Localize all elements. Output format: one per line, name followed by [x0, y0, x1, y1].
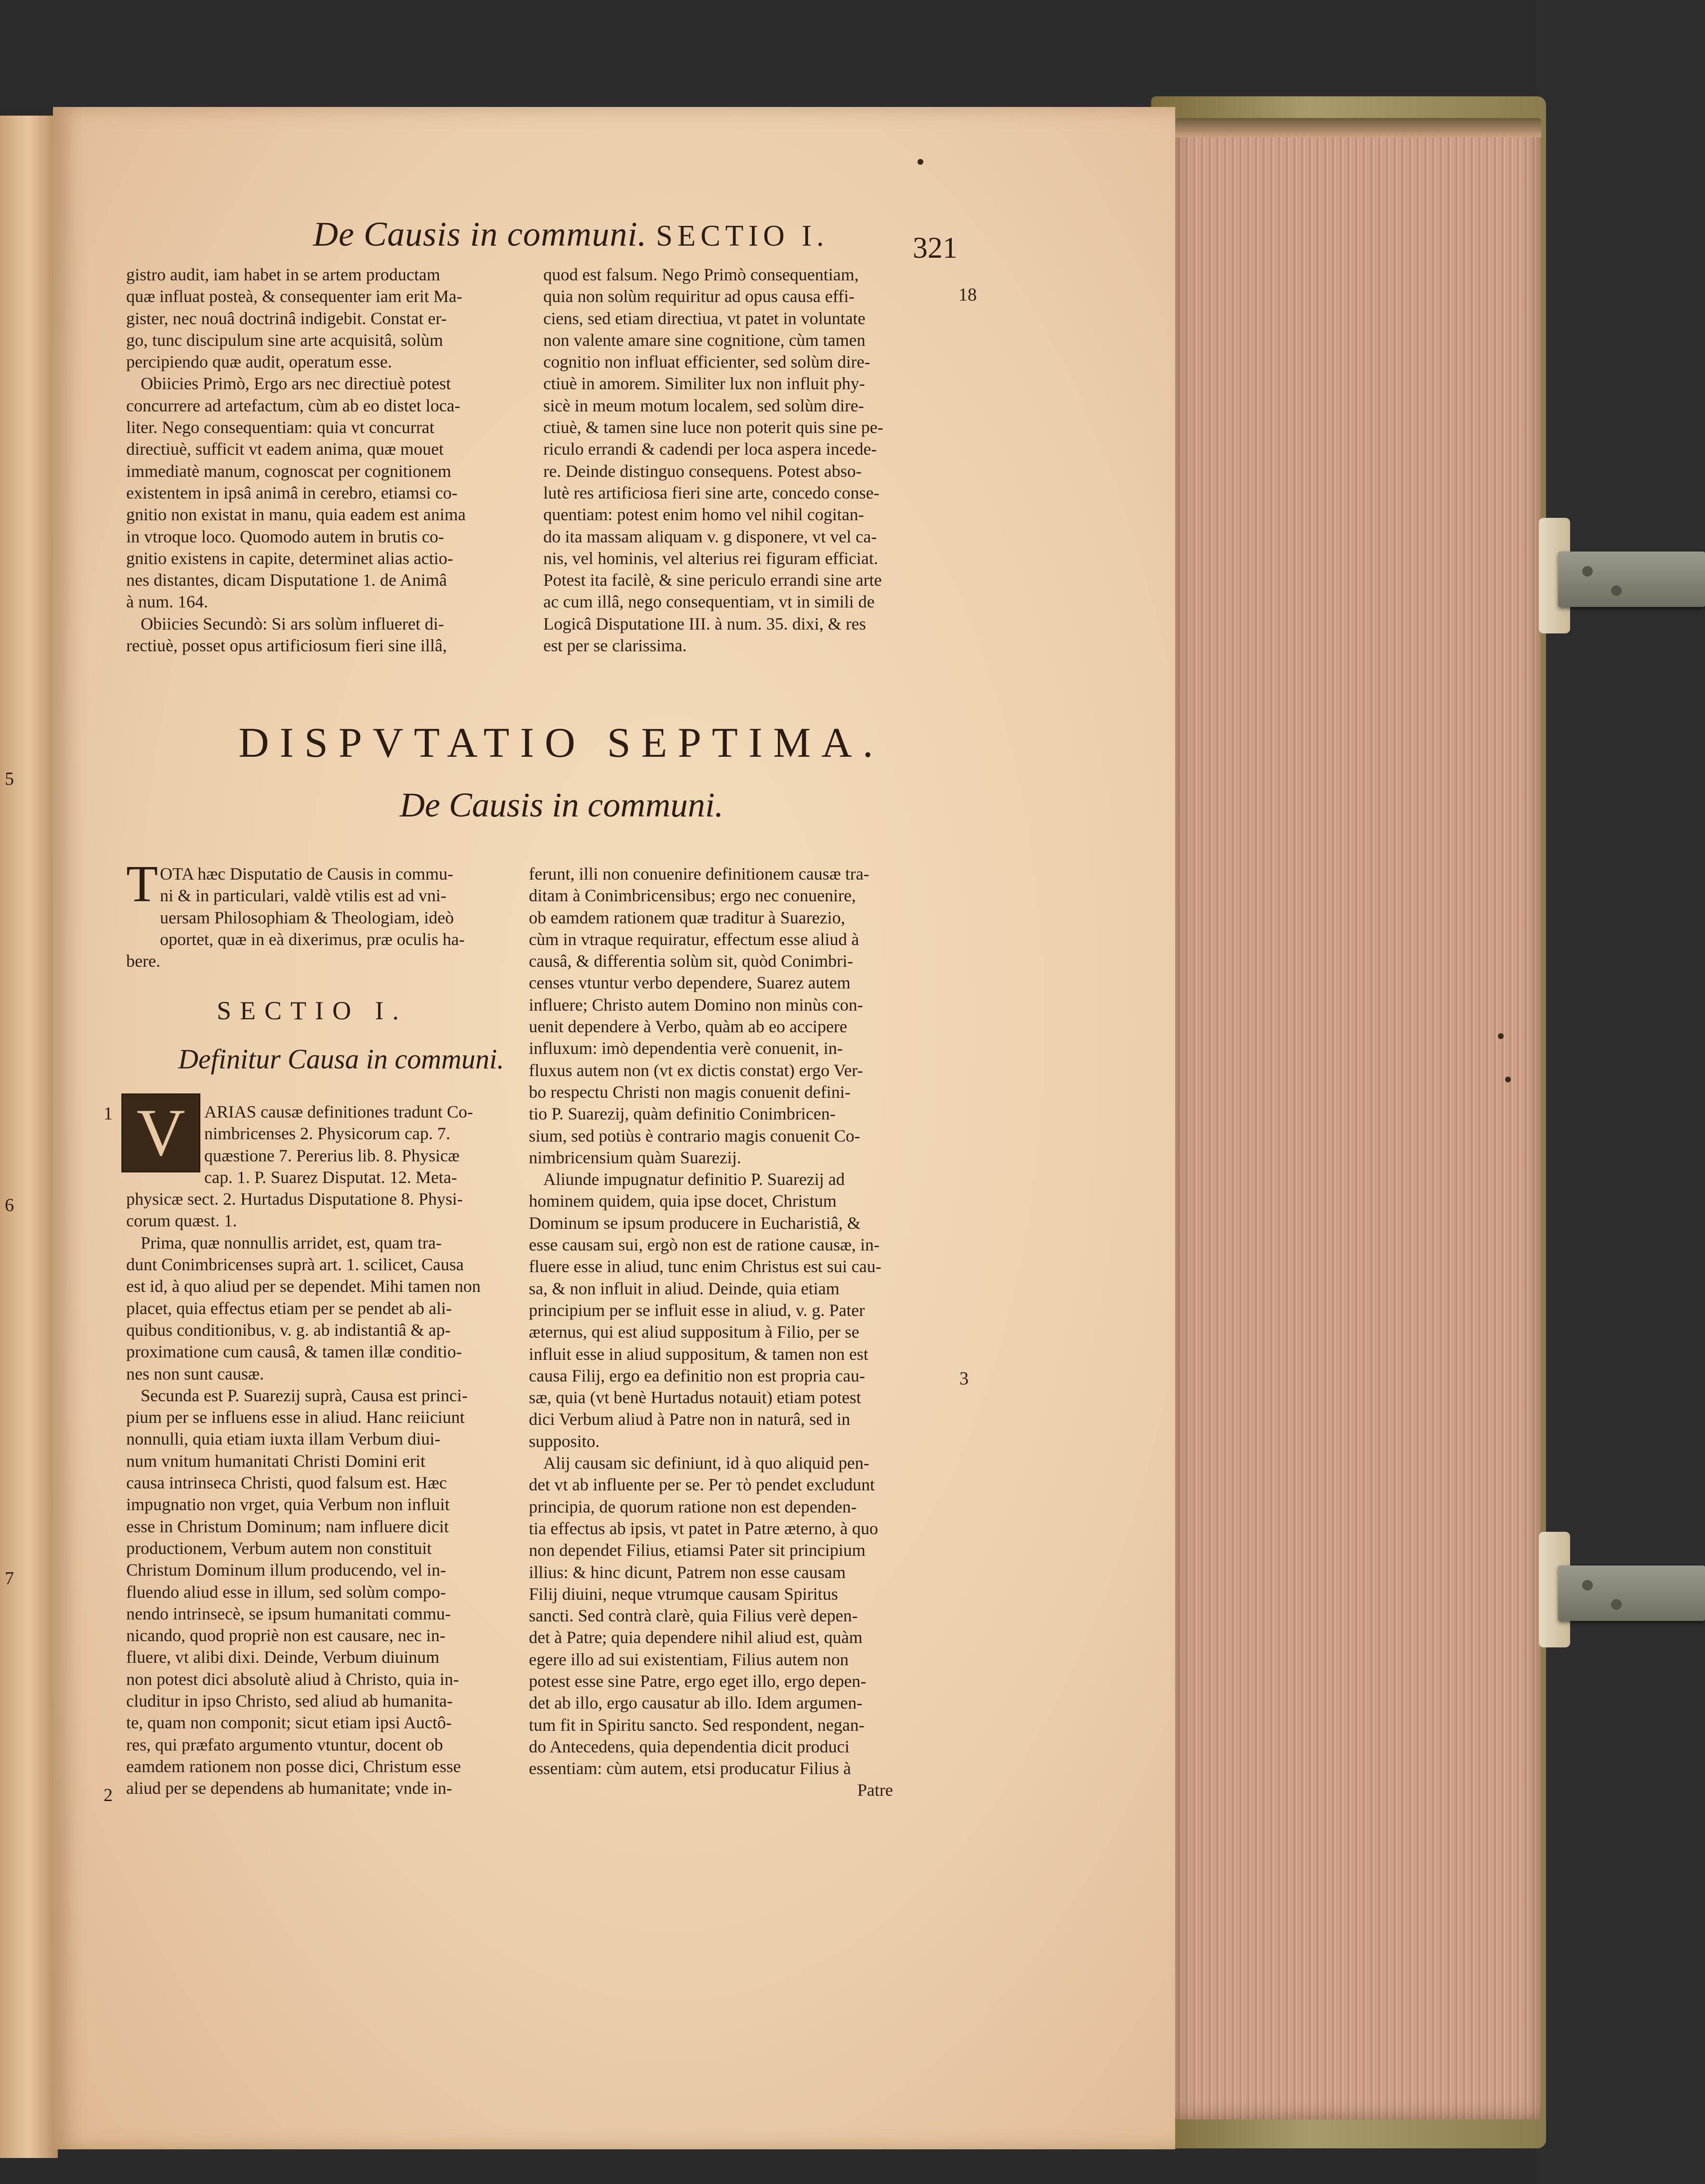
- bottom-left-column: [126, 1101, 481, 1800]
- text-line: fluere, vt alibi dixi. Deinde, Verbum diuinum: [126, 1647, 440, 1667]
- text-line: influere; Christo autem Domino non minùs con-: [529, 995, 863, 1014]
- text-line: tum fit in Spiritu sancto. Sed respondent, negan-: [529, 1715, 865, 1735]
- text-line: det à Patre; quia dependere nihil aliud est, quàm: [529, 1628, 863, 1647]
- text-line: ac cum illâ, nego consequentiam, vt in simili de: [543, 592, 875, 612]
- text-line: à num. 164.: [126, 592, 208, 612]
- text-line: sium, sed potiùs è contrario magis conuenit Co-: [529, 1126, 860, 1145]
- text-line: nes non sunt causæ.: [126, 1364, 264, 1383]
- text-line: sæ, quia (vt benè Hurtadus notauit) etiam potest: [529, 1388, 861, 1408]
- text-line: pium per se influens esse in aliud. Hanc reiiciunt: [126, 1408, 465, 1427]
- background-right: [1536, 0, 1705, 2184]
- text-line: Alij causam sic definiunt, id à quo aliquid pen-: [543, 1453, 869, 1473]
- text-line: cognitio non influat efficienter, sed solùm dire-: [543, 352, 870, 372]
- text-line: det ab illo, ergo causatur ab illo. Idem argumen-: [529, 1693, 863, 1713]
- text-line: do ita massam aliquam v. g disponere, vt vel ca-: [543, 526, 877, 546]
- text-line: Aliunde impugnatur definitio P. Suarezij ad: [543, 1170, 845, 1189]
- text-line: liter. Nego consequentiam: quia vt concurrat: [126, 418, 434, 437]
- text-line: potest esse sine Patre, ergo eget illo, ergo depen-: [529, 1671, 866, 1691]
- text-line: do Antecedens, quia dependentia dicit produci: [529, 1737, 850, 1756]
- text-line: Filij diuini, neque vtrumque causam Spiritus: [529, 1584, 838, 1604]
- text-line: essentiam: cùm autem, etsi producatur Filius à: [529, 1759, 851, 1778]
- text-line: influxum: imò dependentia verè conuenit, in-: [529, 1039, 843, 1058]
- text-line: placet, quia effectus etiam per se pendet ab ali-: [126, 1298, 452, 1318]
- text-line: ob eamdem rationem quæ traditur à Suarezio,: [529, 908, 845, 927]
- text-line: causâ, & differentia solùm sit, quòd Conimbri-: [529, 951, 853, 971]
- facing-page-edge: [0, 116, 58, 2158]
- running-title: De Causis in communi.: [313, 215, 647, 253]
- text-line: hominem quidem, quia ipse docet, Christum: [529, 1191, 837, 1211]
- text-line: fluxus autem non (vt ex dictis constat) ergo Ver-: [529, 1060, 863, 1080]
- text-line: Secunda est P. Suarezij suprà, Causa est princi-: [141, 1385, 468, 1405]
- disputatio-subtitle: De Causis in communi.: [400, 786, 723, 824]
- wormhole: [1498, 1033, 1504, 1039]
- text-line: concurrere ad artefactum, cùm ab eo distet loca-: [126, 395, 460, 415]
- text-line: ctiuè in amorem. Similiter lux non influit phy-: [543, 374, 865, 394]
- text-line: Patre: [857, 1780, 893, 1800]
- top-left-column: [126, 264, 466, 657]
- text-line: det vt ab influente per se. Per τὸ pendet excludunt: [529, 1475, 875, 1495]
- page-edges: [1175, 118, 1541, 2119]
- text-line: est id, à quo aliud per se dependet. Mihi tamen non: [126, 1276, 481, 1296]
- text-line: existentem in ipsâ animâ in cerebro, etiamsi co-: [126, 483, 458, 502]
- text-line: oportet, quæ in eà dixerimus, præ oculis ha-: [160, 929, 465, 949]
- text-line: tia effectus ab ipsis, vt patet in Patre æterno, à quo: [529, 1518, 879, 1538]
- text-line: Logicâ Disputatione III. à num. 35. dixi, & res: [543, 614, 866, 633]
- text-line: est per se clarissima.: [543, 636, 687, 656]
- text-line: esse causam sui, ergò non est de ratione causæ, in-: [529, 1235, 880, 1255]
- text-line: dici Verbum aliud à Patre non in naturâ, sed in: [529, 1409, 851, 1429]
- text-line: lutè res artificiosa fieri sine arte, concedo conse-: [543, 483, 879, 502]
- text-line: nes distantes, dicam Disputatione 1. de Animâ: [126, 570, 447, 590]
- drop-cap-v: V: [121, 1093, 200, 1172]
- text-line: quentiam: potest enim homo vel nihil cogitan-: [543, 505, 864, 525]
- text-line: ciens, sed etiam directiua, vt patet in voluntate: [543, 308, 866, 328]
- text-line: sancti. Sed contrà clarè, quia Filius verè depen-: [529, 1606, 858, 1626]
- text-line: cap. 1. P. Suarez Disputat. 12. Meta-: [204, 1167, 457, 1187]
- text-line: directiuè, sufficit vt eadem anima, quæ mouet: [126, 439, 444, 459]
- text-line: OTA hæc Disputatio de Causis in commu-: [160, 864, 454, 883]
- text-line: ni & in particulari, valdè vtilis est ad vni-: [160, 886, 446, 906]
- text-line: percipiendo quæ audit, operatum esse.: [126, 352, 392, 372]
- text-line: re. Deinde distinguo consequens. Potest abso-: [543, 461, 862, 481]
- text-line: censes vtuntur verbo dependere, Suarez autem: [529, 973, 851, 993]
- text-line: ditam à Conimbricensibus; ergo nec conuenire,: [529, 886, 856, 906]
- text-line: uenit dependere à Verbo, quàm ab eo accipere: [529, 1017, 848, 1037]
- text-line: quod est falsum. Nego Primò consequentiam,: [543, 265, 859, 284]
- text-line: æternus, qui est aliud suppositum à Filio, per se: [529, 1322, 859, 1342]
- text-line: egere illo ad sui existentiam, Filius autem non: [529, 1649, 849, 1669]
- text-line: fluere esse in aliud, tunc enim Christus est sui cau-: [529, 1257, 881, 1276]
- section-subheading: Definitur Causa in communi.: [178, 1043, 504, 1075]
- text-line: num vnitum humanitati Christi Domini erit: [126, 1451, 425, 1471]
- text-line: immediatè manum, cognoscat per cognitionem: [126, 461, 451, 481]
- text-line: nimbricensium quàm Suarezij.: [529, 1147, 741, 1167]
- text-line: aliud per se dependens ab humanitate; vnde in-: [126, 1778, 452, 1798]
- text-line: impugnatio non vrget, quia Verbum non influit: [126, 1495, 450, 1514]
- text-line: quæstione 7. Pererius lib. 8. Physicæ: [204, 1145, 459, 1165]
- text-line: quæ influat posteà, & consequenter iam erit Ma-: [126, 287, 462, 306]
- text-line: ferunt, illi non conuenire definitionem causæ tra-: [529, 864, 869, 883]
- text-line: Obiicies Secundò: Si ars solùm influeret di-: [141, 614, 444, 633]
- margin-number-18: 18: [958, 285, 977, 305]
- text-line: non valente amare sine cognitione, cùm tamen: [543, 330, 866, 350]
- text-line: rectiuè, posset opus artificiosum fieri sine illâ,: [126, 636, 447, 656]
- text-line: illius: & hinc dicunt, Patrem non esse causam: [529, 1562, 846, 1582]
- margin-number-7: 7: [5, 1568, 14, 1589]
- running-header: [313, 214, 829, 254]
- text-line: non dependet Filius, etiamsi Pater sit principium: [529, 1540, 866, 1560]
- text-line: Dominum se ipsum producere in Eucharistiâ, &: [529, 1213, 861, 1233]
- text-line: gnitio non existat in manu, quia eadem est anima: [126, 505, 466, 525]
- text-line: in vtroque loco. Quomodo autem in brutis co-: [126, 526, 444, 546]
- text-line: quibus conditionibus, v. g. ab indistantiâ & ap-: [126, 1320, 451, 1340]
- text-line: non potest dici absolutè aliud à Christo, quia in-: [126, 1669, 459, 1689]
- text-line: productionem, Verbum autem non constituit: [126, 1538, 432, 1558]
- text-line: principia, de quorum ratione non est dependen-: [529, 1497, 857, 1516]
- bottom-right-column: [529, 863, 893, 1802]
- text-line: riculo errandi & cadendi per loca aspera incede-: [543, 439, 877, 459]
- text-line: cùm in vtraque requiratur, effectum esse aliud à: [529, 929, 859, 949]
- cover-top-edge: [1175, 118, 1541, 137]
- background-top: [0, 0, 1705, 106]
- margin-number-2: 2: [104, 1785, 113, 1805]
- disputatio-title: DISPVTATIO SEPTIMA.: [238, 720, 884, 766]
- text-line: nendo intrinsecè, se ipsum humanitati commu-: [126, 1604, 451, 1623]
- header-section: SECTIO I.: [656, 220, 829, 252]
- text-line: corum quæst. 1.: [126, 1211, 237, 1231]
- margin-number-3: 3: [959, 1368, 969, 1389]
- top-right-column: [543, 264, 883, 657]
- text-line: supposito.: [529, 1431, 600, 1451]
- text-line: influit esse in aliud suppositum, & tamen non est: [529, 1344, 868, 1364]
- text-line: Potest ita facilè, & sine periculo errandi sine arte: [543, 570, 882, 590]
- text-line: tio P. Suarezij, quàm definitio Conimbricen-: [529, 1104, 836, 1124]
- margin-number-5: 5: [5, 769, 14, 789]
- text-line: eamdem rationem non posse dici, Christum esse: [126, 1756, 461, 1776]
- lower-clasp: [1539, 1532, 1705, 1647]
- text-line: dunt Conimbricenses suprà art. 1. scilicet, Causa: [126, 1255, 464, 1275]
- text-line: esse in Christum Dominum; nam influere dicit: [126, 1516, 449, 1536]
- text-line: uersam Philosophiam & Theologiam, ideò: [160, 908, 454, 927]
- drop-cap-t: T: [126, 855, 158, 913]
- text-line: principium per se influit esse in aliud, v. g. Pater: [529, 1300, 865, 1320]
- text-line: gistro audit, iam habet in se artem productam: [126, 265, 440, 284]
- text-line: sa, & non influit in aliud. Deinde, quia etiam: [529, 1278, 839, 1298]
- text-line: res, qui præfato argumento vtuntur, docent ob: [126, 1735, 443, 1754]
- text-line: nimbricenses 2. Physicorum cap. 7.: [204, 1124, 450, 1144]
- text-line: bere.: [126, 951, 160, 971]
- text-line: go, tunc discipulum sine arte acquisitâ, solùm: [126, 330, 443, 350]
- wormhole: [1505, 1077, 1511, 1082]
- intro-paragraph: [126, 863, 465, 972]
- text-line: ctiuè, & tamen sine luce non poterit quis sine pe-: [543, 418, 883, 437]
- text-line: Obiicies Primò, Ergo ars nec directiuè potest: [141, 374, 451, 394]
- section-heading: SECTIO I.: [217, 996, 407, 1025]
- text-line: causa Filij, ergo ea definitio non est propria cau-: [529, 1366, 866, 1385]
- text-line: gister, nec nouâ doctrinâ indigebit. Constat er-: [126, 308, 447, 328]
- margin-number-6: 6: [5, 1195, 14, 1215]
- text-line: sicè in meum motum localem, sed solùm dire-: [543, 395, 864, 415]
- text-line: causa intrinseca Christi, quod falsum est. Hæc: [126, 1473, 447, 1493]
- text-line: nonnulli, quia etiam iuxta illam Verbum diui-: [126, 1429, 441, 1449]
- margin-number-1: 1: [104, 1104, 113, 1124]
- text-line: gnitio existens in capite, determinet alias actio-: [126, 548, 453, 568]
- page-number: 321: [913, 232, 957, 264]
- text-line: nicando, quod propriè non est causare, nec in-: [126, 1626, 446, 1645]
- text-line: physicæ sect. 2. Hurtadus Disputatione 8. Physi-: [126, 1189, 463, 1209]
- text-line: fluendo aliud esse in illum, sed solùm compo-: [126, 1582, 446, 1602]
- text-line: Prima, quæ nonnullis arridet, est, quam tra-: [141, 1233, 442, 1252]
- text-line: Christum Dominum illum producendo, vel in-: [126, 1560, 446, 1580]
- text-line: bo respectu Christi non magis conuenit defini-: [529, 1082, 851, 1102]
- text-line: cluditur in ipso Christo, sed aliud ab humanita-: [126, 1691, 453, 1711]
- text-line: nis, vel hominis, vel alterius rei figuram efficiat.: [543, 548, 879, 568]
- ink-spot: [918, 159, 923, 165]
- text-line: quia non solùm requiritur ad opus causa effi-: [543, 287, 855, 306]
- upper-clasp: [1539, 518, 1705, 633]
- text-line: te, quam non componit; sicut etiam ipsi Auctô-: [126, 1713, 452, 1733]
- text-line: proximatione cum causâ, & tamen illæ conditio-: [126, 1342, 462, 1362]
- text-line: ARIAS causæ definitiones tradunt Co-: [204, 1102, 473, 1121]
